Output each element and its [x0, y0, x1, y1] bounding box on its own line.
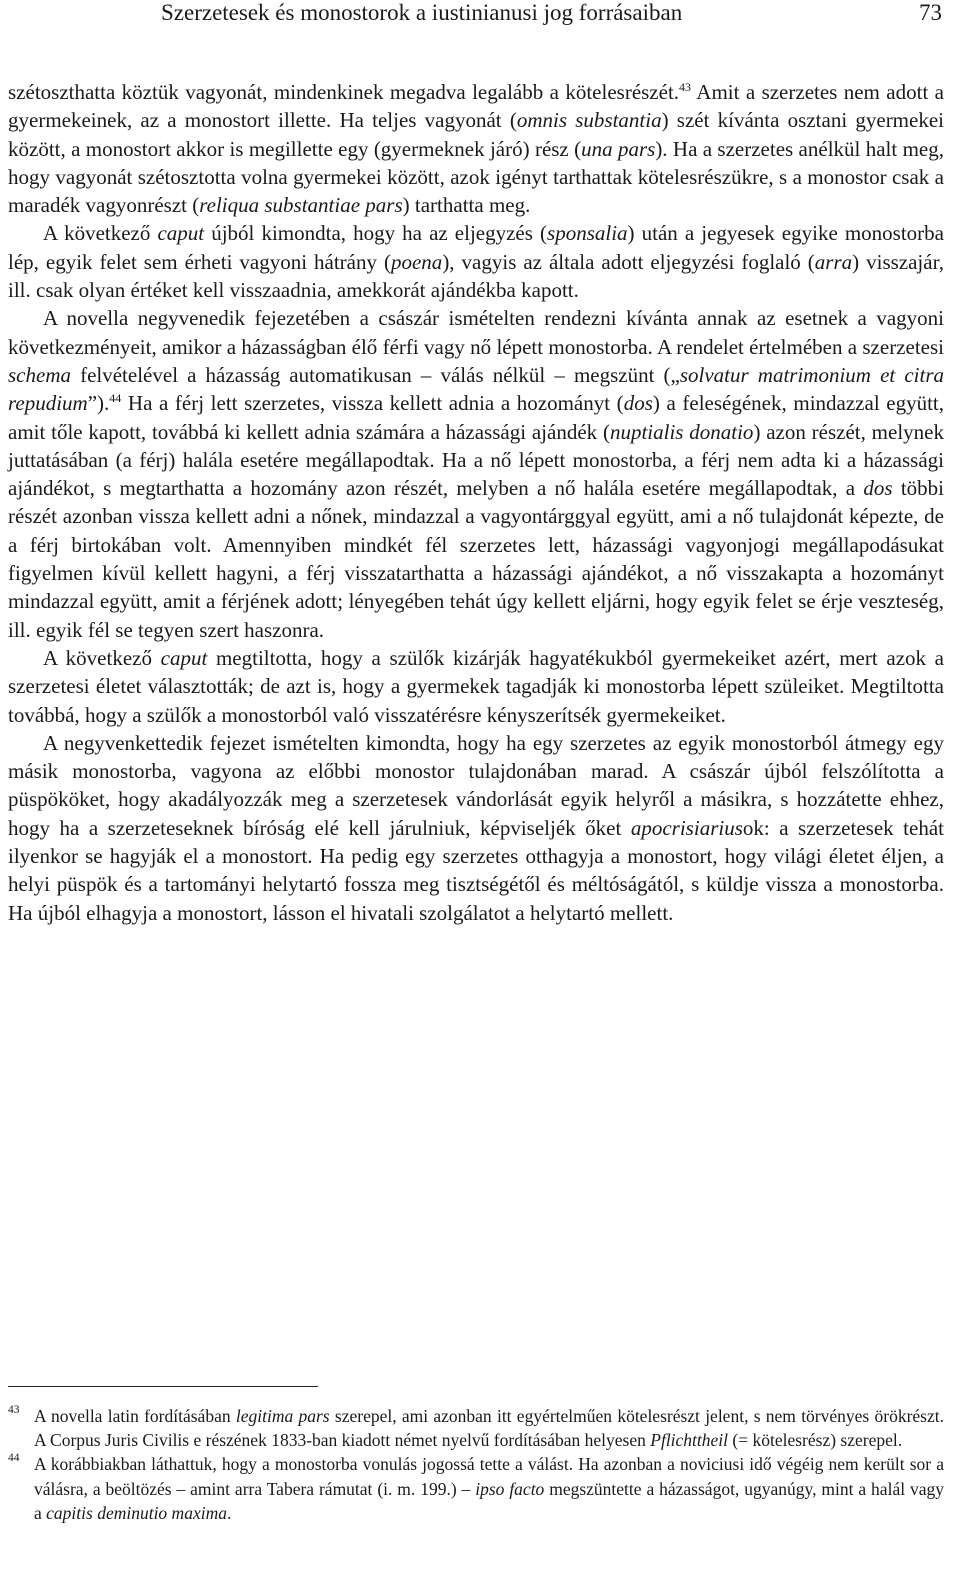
- paragraph: [8, 219, 944, 304]
- text-run: ). Ha a szerzetes anélkül halt meg, hogy vagyonát szétosztotta volna gyermekei között, azok igényt tarthattak kötelesrészükre, s a monostor csak a maradék vagyonrészt (: [8, 136, 944, 218]
- text-run: újból kimondta, hogy ha az eljegyzés (: [204, 221, 548, 246]
- text-run: ) a feleségének, mindazzal együtt, amit tőle kapott, továbbá ki kellett adnia számára a házassági ajándék (: [8, 391, 944, 444]
- text-run: .: [226, 1502, 232, 1523]
- footnote: [8, 1404, 944, 1452]
- text-run: A novella negyvenedik fejezetében a császár ismételten rendezni kívánta annak az esetnek a vagyoni következményeit, amikor a házasságban élő férfi vagy nő lépett monostorba. A rendelet értelmében a szerzetesi: [8, 306, 944, 359]
- italic-term: schema: [8, 362, 71, 387]
- italic-term: solvatur matrimonium et citra repudium: [8, 362, 945, 416]
- italic-term: dos: [863, 476, 893, 501]
- text-run: A novella latin fordításában: [34, 1406, 236, 1426]
- text-run: A negyvenkettedik fejezet ismételten kimondta, hogy ha egy szerzetes az egyik monostorból átmegy egy másik monostorba, vagyona az előbbi monostor tulajdonában marad. A császár újból felszólította a püspököket, hogy akadályozzák meg a szerzetesek vándorlását egyik helyről a másikra, s hozzátette ehhez, hogy ha a szerzeteseknek bíróság elé kell járulniuk, képviseljék őket: [8, 730, 944, 840]
- text-run: ), vagyis az általa adott eljegyzési foglaló (: [442, 249, 815, 274]
- italic-term: sponsalia: [547, 221, 628, 246]
- footnote: [8, 1452, 944, 1525]
- paragraph: [8, 78, 944, 219]
- text-run: ) tarthatta meg.: [402, 193, 531, 218]
- footnote-number: 44: [8, 1452, 20, 1465]
- italic-term: caput: [160, 645, 208, 670]
- text-run: ) szét kívánta osztani gyermekei között, a monostort akkor is megillette egy (gyermeknek járó) rész (: [8, 108, 944, 161]
- italic-term: una pars: [581, 136, 656, 161]
- footnote-number: 43: [8, 1404, 20, 1416]
- text-run: ) visszajár, ill. csak olyan értéket kell visszaadnia, amekkorát ajándékba kapott.: [8, 249, 944, 303]
- body-text: [8, 78, 944, 927]
- italic-term: dos: [623, 391, 653, 416]
- paragraph: [8, 644, 944, 729]
- text-run: megtiltotta, hogy a szülők kizárják hagyatékukból gyermekeiket azért, mert azok a szerzetesi életet választották; de azt is, hogy a gyermekek tagadják ki monostorba lépett szüleiket. Megtiltotta továbbá, hogy a szülők a monostorból való visszatérésre kényszerítsék gyermekeiket.: [8, 645, 944, 727]
- text-run: szerepel, ami azonban itt egyértelműen kötelesrészt jelent, s nem törvényes örökrészt. A Corpus Juris Civilis e részének 1833-ban kiadott német nyelvű fordításában helyesen: [34, 1406, 944, 1451]
- italic-term: arra: [814, 249, 853, 274]
- footnote-reference: 44: [109, 391, 122, 406]
- paragraph: [8, 729, 944, 927]
- italic-term: nuptialis donatio: [609, 419, 754, 444]
- text-run: A következő: [43, 221, 158, 246]
- text-run: felvételével a házasság automatikusan – válás nélkül – megszünt („: [70, 362, 680, 387]
- text-run: A korábbiakban láthattuk, hogy a monostorba vonulás jogossá tette a válást. Ha azonban a noviciusi idő végéig nem került sor a válásra, a beöltözés – amint arra Tabera rámutat (i. m. 199.) –: [34, 1454, 944, 1499]
- text-run: Amit a szerzetes nem adott a gyermekeinek, az a monostort illette. Ha teljes vagyonát (: [8, 80, 945, 133]
- italic-term: legitima pars: [235, 1406, 330, 1426]
- italic-term: apocrisiarius: [630, 815, 743, 840]
- page-header: [0, 0, 960, 30]
- italic-term: capitis deminutio maxima: [46, 1502, 227, 1523]
- italic-term: poena: [390, 249, 443, 274]
- text-run: ) azon részét, melynek juttatásában (a férj) halála esetére megállapodtak. Ha a nő lépett monostorba, a férj nem adta ki a házassági ajándékot, s megtarthatta a hozomány azon részét, melyben a nő halála esetére megállapodtak, a: [8, 419, 944, 501]
- text-run: többi részét azonban vissza kellett adni a nőnek, mindazzal a vagyontárggyal együtt, ami a nő tulajdonát képezte, de a férj birtokában volt. Amennyiben mindkét fél szerzetes lett, házassági vagyonjogi megállapodásukat figyelmen kívül kellett hagyni, a férj visszatarthatta a házassági ajándékot, a nő visszakapta a hozományt mindazzal együtt, amit a férjének adott; lényegében tehát úgy kellett eljárni, hogy egyik felet se érje veszteség, ill. egyik fél se tegyen szert haszonra.: [8, 476, 944, 642]
- text-run: Ha a férj lett szerzetes, vissza kellett adnia a hozományt (: [121, 391, 624, 416]
- text-run: ok: a szerzetesek tehát ilyenkor se hagyják el a monostort. Ha pedig egy szerzetes otthagyja a monostort, hogy világi életet éljen, a helyi püspök és a tartományi helytartó fossza meg tisztségétől és méltóságától, s küldje vissza a monostorba. Ha újból elhagyja a monostort, lásson el hivatali szolgálatot a helytartó mellett.: [8, 815, 944, 925]
- footnote-reference: 43: [679, 80, 692, 94]
- paragraph: [8, 304, 944, 644]
- page-number: 73: [919, 0, 942, 25]
- italic-term: Pflichttheil: [650, 1430, 729, 1451]
- italic-term: ipso facto: [475, 1478, 545, 1499]
- italic-term: caput: [157, 221, 205, 246]
- italic-term: omnis substantia: [516, 108, 662, 133]
- footnote-separator: [8, 1386, 318, 1387]
- text-run: A következő: [43, 645, 161, 670]
- text-run: ”).: [87, 391, 110, 416]
- text-run: megszüntette a házasságot, ugyanúgy, mint a halál vagy a: [34, 1478, 944, 1523]
- footnotes: [8, 1404, 944, 1525]
- text-run: szétoszthatta köztük vagyonát, mindenkinek megadva legalább a kötelesrészét.: [8, 80, 680, 104]
- running-title: Szerzetesek és monostorok a iustinianusi jog forrásaiban: [161, 0, 683, 25]
- text-run: (= kötelesrész) szerepel.: [728, 1430, 903, 1451]
- text-run: ) után a jegyesek egyike monostorba lép, egyik felet sem érheti vagyoni hátrány (: [8, 221, 944, 274]
- italic-term: reliqua substantiae pars: [199, 193, 403, 218]
